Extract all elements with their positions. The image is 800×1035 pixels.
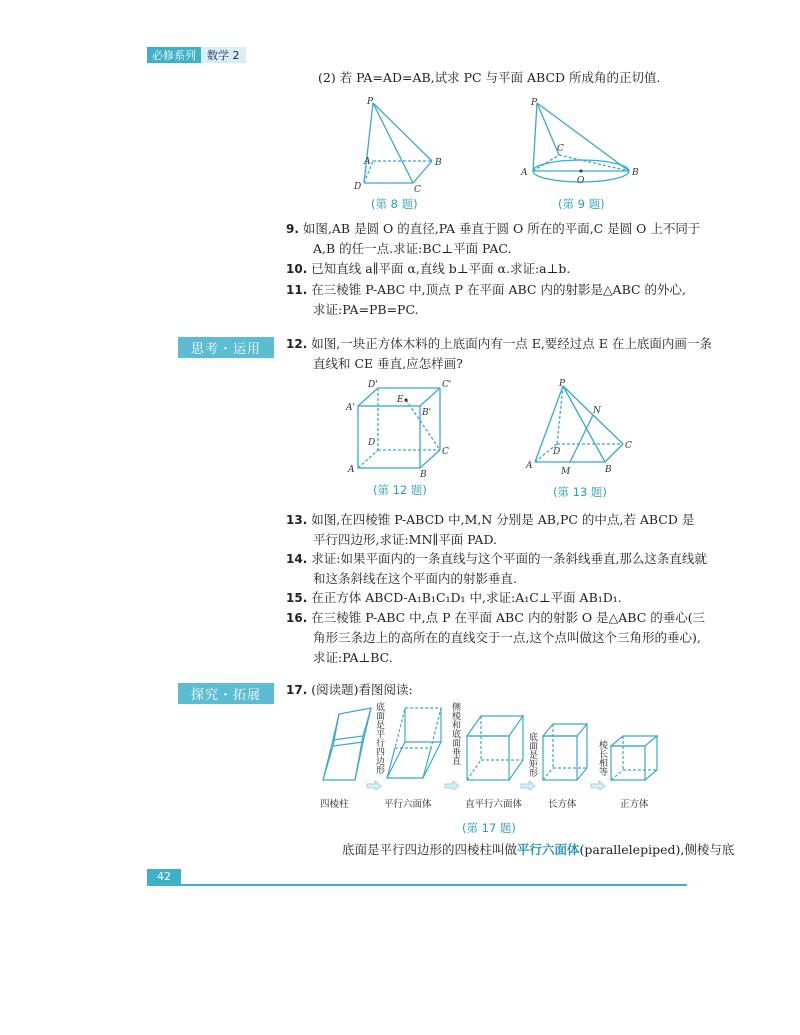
problem-text: A,B 的任一点.求证:BC⊥平面 PAC. — [313, 241, 512, 256]
fig12-label-C: C — [442, 447, 449, 457]
problem-9 — [286, 219, 700, 259]
fig9-label-O: O — [577, 176, 585, 186]
closing-text-after: (parallelepiped),侧棱与底 — [579, 842, 735, 857]
figure-17-caption: (第 17 题) — [462, 821, 516, 835]
fig12-label-B: B — [420, 470, 427, 478]
problem-number: 11. — [286, 283, 308, 297]
arrow-label-1: 底面是平行四边形 — [374, 702, 384, 774]
problem-text: 平行四边形,求证:MN∥平面 PAD. — [313, 532, 498, 547]
problem-text: 直线和 CE 垂直,应怎样画? — [313, 356, 463, 371]
fig8-label-C: C — [414, 185, 421, 195]
problem-text: 求证:PA=PB=PC. — [313, 302, 419, 317]
series-label: 必修系列 — [147, 47, 201, 63]
fig13-label-A: A — [526, 461, 533, 471]
closing-text-before: 底面是平行四边形的四棱柱叫做 — [342, 842, 518, 857]
problem-number: 9. — [286, 222, 299, 236]
arrow-label-3: 底面是矩形 — [527, 732, 537, 777]
figure-13 — [525, 378, 640, 478]
figure-12 — [340, 378, 460, 478]
problem-text: 如图,AB 是圆 O 的直径,PA 垂直于圆 O 所在的平面,C 是圆 O 上不同于 — [302, 221, 701, 236]
arrow-label-2: 侧棱和底面垂直 — [450, 702, 460, 765]
problem-14 — [286, 549, 707, 589]
shape-name-5: 正方体 — [620, 799, 649, 810]
fig8-label-P: P — [367, 97, 374, 107]
fig12-label-C1: C' — [442, 380, 452, 390]
fig9-label-A: A — [521, 168, 528, 178]
problem-number: 16. — [286, 611, 308, 625]
fig13-label-N: N — [593, 406, 601, 416]
problem-text: 在三棱锥 P-ABC 中,点 P 在平面 ABC 内的射影 O 是△ABC 的垂心(三 — [311, 610, 706, 625]
fig12-label-E: E — [397, 395, 404, 405]
fig13-label-M: M — [561, 467, 571, 477]
problem-text: 如图,在四棱锥 P-ABCD 中,M,N 分别是 AB,PC 的中点,若 ABCD 是 — [311, 512, 695, 527]
shape-name-1: 四棱柱 — [320, 799, 349, 810]
problem-text: 求证:如果平面内的一条直线与这个平面的一条斜线垂直,那么这条直线就 — [311, 551, 707, 566]
arrow-label-4: 棱长相等 — [597, 740, 607, 776]
problem-number: 10. — [286, 262, 308, 276]
figure-17 — [315, 700, 695, 815]
figure-17-shapes — [315, 700, 695, 790]
problem-text: 在三棱锥 P-ABC 中,顶点 P 在平面 ABC 内的射影是△ABC 的外心, — [311, 282, 687, 297]
fig9-label-B: B — [632, 168, 639, 178]
problem-text: (阅读题)看图阅读: — [311, 682, 413, 697]
section-tag-thinking: 思考・运用 — [178, 337, 274, 358]
problem-number: 12. — [286, 337, 308, 351]
fig12-label-A1: A' — [346, 403, 355, 413]
problem-number: 13. — [286, 513, 308, 527]
fig9-label-P: P — [531, 98, 538, 108]
fig12-label-D1: D' — [368, 380, 378, 390]
fig9-label-C: C — [557, 144, 564, 154]
book-label: 数学 2 — [201, 47, 246, 63]
figure-9-caption: (第 9 题) — [558, 197, 605, 211]
question-part-2: (2) 若 PA=AD=AB,试求 PC 与平面 ABCD 所成角的正切值. — [318, 70, 661, 85]
fig13-label-B: B — [605, 465, 612, 475]
problem-12 — [286, 334, 712, 374]
fig8-label-B: B — [435, 158, 442, 168]
problem-text: 求证:PA⊥BC. — [313, 650, 393, 665]
figure-8 — [340, 95, 450, 195]
footer-rule — [147, 884, 687, 886]
problem-number: 15. — [286, 591, 308, 605]
fig13-label-D: D — [553, 447, 561, 457]
fig8-label-D: D — [354, 182, 362, 192]
problem-11 — [286, 280, 686, 320]
closing-paragraph — [342, 840, 734, 860]
figure-13-caption: (第 13 题) — [553, 485, 607, 499]
fig12-label-B1: B' — [422, 408, 432, 418]
fig12-label-A: A — [348, 465, 355, 475]
problem-16 — [286, 608, 705, 668]
term-parallelepiped: 平行六面体 — [517, 842, 580, 857]
shape-name-4: 长方体 — [548, 799, 577, 810]
problem-13 — [286, 510, 694, 550]
problem-17 — [286, 680, 413, 700]
figure-8-caption: (第 8 题) — [371, 197, 418, 211]
problem-text: 在正方体 ABCD-A₁B₁C₁D₁ 中,求证:A₁C⊥平面 AB₁D₁. — [311, 590, 622, 605]
fig13-label-P: P — [559, 379, 566, 389]
problem-text: 已知直线 a∥平面 α,直线 b⊥平面 α.求证:a⊥b. — [311, 261, 571, 276]
figure-12-caption: (第 12 题) — [373, 483, 427, 497]
page-number: 42 — [147, 869, 181, 885]
fig13-label-C: C — [625, 441, 632, 451]
section-tag-explore: 探究・拓展 — [178, 683, 274, 704]
problem-number: 14. — [286, 552, 308, 566]
problem-15 — [286, 588, 622, 608]
header-badge — [147, 47, 246, 63]
problem-10 — [286, 259, 570, 279]
problem-text: 如图,一块正方体木料的上底面内有一点 E,要经过点 E 在上底面内画一条 — [311, 336, 712, 351]
problem-number: 17. — [286, 683, 308, 697]
shape-name-3: 直平行六面体 — [465, 799, 523, 810]
fig8-label-A: A — [364, 157, 371, 167]
problem-text: 和这条斜线在这个平面内的射影垂直. — [313, 571, 517, 586]
figure-9 — [515, 95, 640, 195]
fig12-label-D: D — [368, 438, 376, 448]
problem-text: 角形三条边上的高所在的直线交于一点,这个点叫做这个三角形的垂心), — [313, 630, 701, 645]
shape-name-2: 平行六面体 — [384, 799, 432, 810]
